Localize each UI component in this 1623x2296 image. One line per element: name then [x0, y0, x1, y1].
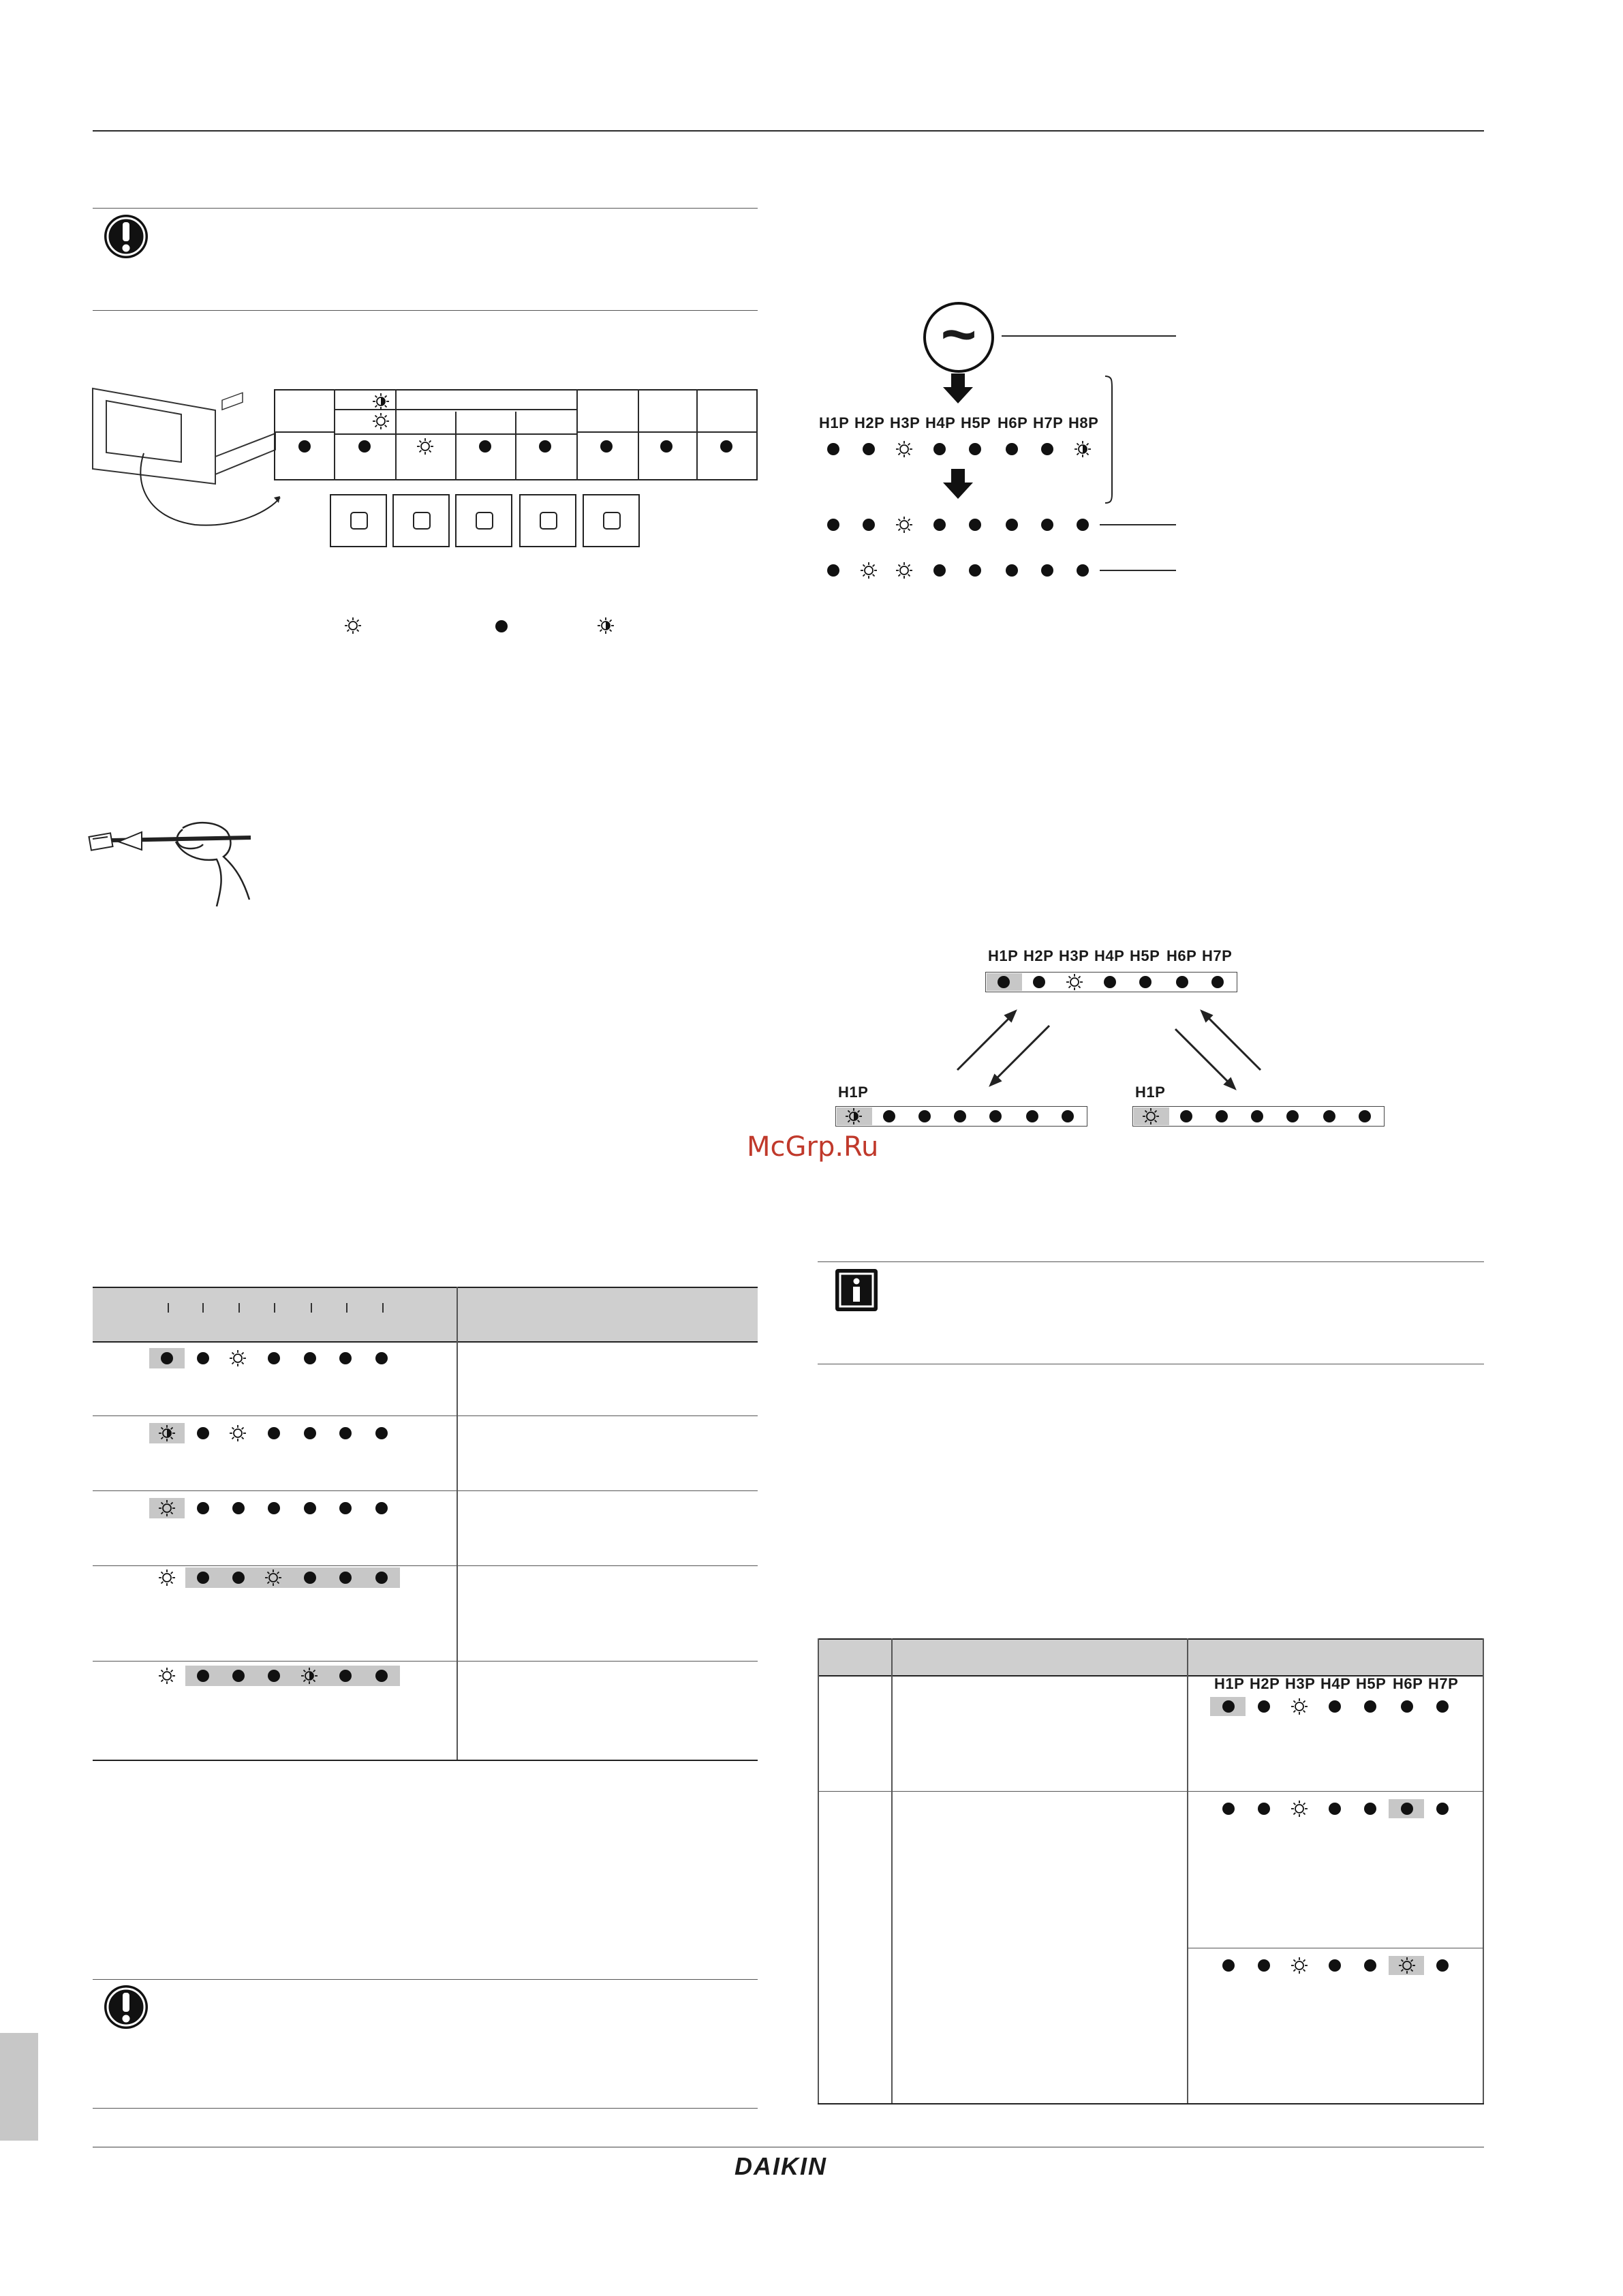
push-button-2[interactable] [392, 494, 450, 547]
watermark: McGrp.Ru [747, 1131, 879, 1163]
legend-blink-icon [597, 617, 615, 634]
led-label-h5p: H5P [961, 414, 991, 431]
right-table-header [818, 1638, 1484, 1675]
panel-led-2 [358, 440, 371, 453]
panel-led-3-on-icon [416, 438, 434, 455]
arrow-down-icon [943, 373, 973, 403]
led-blink-icon [372, 393, 390, 410]
led-label-h8p: H8P [1068, 414, 1099, 431]
panel-led-7 [660, 440, 673, 453]
ac-symbol: ~ [940, 301, 977, 369]
insulated-stick-illustration [80, 814, 258, 910]
panel-led-4 [479, 440, 491, 453]
warning-icon [102, 213, 150, 260]
push-button-3[interactable] [455, 494, 512, 547]
warning-icon-2 [102, 1983, 150, 2031]
led-label-h2p: H2P [854, 414, 885, 431]
brand-logo: DAIKIN [735, 2152, 827, 2180]
led-label-h6p: H6P [998, 414, 1028, 431]
notice-rule-top [93, 208, 758, 209]
header-rule [93, 130, 1484, 132]
panel-led-1 [298, 440, 311, 453]
notice2-rule-top [93, 1979, 758, 1980]
led-label-h4p: H4P [925, 414, 956, 431]
led-label-h3p: H3P [890, 414, 921, 431]
panel-led-5 [539, 440, 551, 453]
arrow-down-icon-2 [943, 469, 973, 499]
push-button-4[interactable] [519, 494, 576, 547]
led-label-h1p: H1P [819, 414, 850, 431]
info-rule-top [818, 1261, 1484, 1262]
mode-cycle-arrows [940, 988, 1295, 1111]
legend-on-icon [344, 617, 362, 634]
led-on-icon [372, 412, 390, 430]
panel-led-8 [720, 440, 732, 453]
led-label-h7p: H7P [1033, 414, 1064, 431]
notice2-rule-bottom [93, 2108, 758, 2109]
notice-rule-bottom [93, 310, 758, 311]
chapter-side-tab [0, 2033, 38, 2141]
panel-led-6 [600, 440, 613, 453]
table-header [93, 1287, 758, 1341]
push-button-5[interactable] [583, 494, 640, 547]
bracket [1102, 375, 1123, 504]
push-button-1[interactable] [330, 494, 387, 547]
legend-off-icon [495, 620, 508, 632]
pcb-location-illustration [86, 382, 290, 532]
info-icon [834, 1268, 879, 1313]
